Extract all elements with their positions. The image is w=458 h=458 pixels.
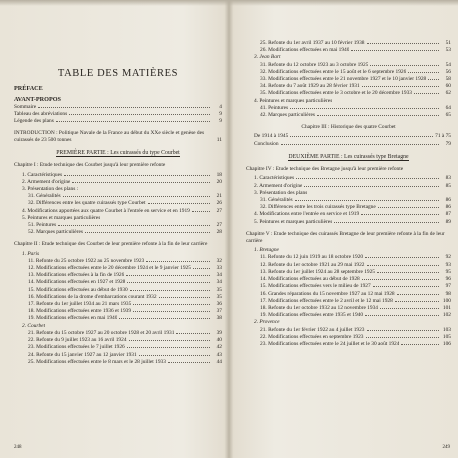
toc-entry [246, 83, 451, 90]
toc-entry [246, 262, 451, 269]
toc-entry-page: 105 [442, 333, 451, 340]
toc-entry [14, 104, 222, 111]
toc-entry-page: 9 [219, 118, 222, 125]
dot-leader [408, 72, 439, 73]
toc-entry-page: 101 [442, 304, 451, 311]
toc-entry-title: 3. Présentation des plans : [22, 186, 79, 193]
toc-entry-page: 71 à 75 [435, 133, 451, 140]
left-column [14, 0, 222, 366]
toc-entry [246, 47, 451, 54]
toc-entry-page: 32 [216, 257, 222, 264]
dot-leader [370, 65, 439, 66]
toc-entry-page: 44 [216, 358, 222, 365]
toc-entry [14, 287, 222, 294]
dot-leader [148, 203, 210, 204]
intro-text: INTRODUCTION : Politique Navale de la France au début du XXe siècle et genèse des cuirassés de 23 500 tonnes [14, 129, 205, 143]
toc-entry [246, 219, 451, 226]
dot-leader [397, 294, 439, 295]
toc-entry-title: 51. Peintures [28, 222, 57, 229]
toc-entry [246, 291, 451, 298]
toc-entry-title: 5. Peintures et marques particulières [22, 214, 101, 221]
toc-entry-title: 18. Refonte du 1er octobre 1932 au 12 novembre 1934 [260, 304, 378, 311]
toc-entry [246, 133, 451, 140]
chapter-3-heading: Chapitre III : Historique des quatre Courbet [301, 124, 396, 131]
dot-leader [296, 178, 439, 179]
toc-entry-page: 27 [216, 207, 222, 214]
toc-entry-page: 39 [216, 329, 222, 336]
toc-entry-page: 26 [216, 200, 222, 207]
toc-entry [246, 98, 451, 105]
toc-entry [14, 193, 222, 200]
toc-entry [246, 175, 451, 182]
toc-entry-title: 12. Modifications effectuées entre le 20 décembre 1924 et le 9 janvier 1925 [28, 265, 191, 272]
toc-entry-page: 38 [216, 315, 222, 322]
toc-entry [14, 200, 222, 207]
toc-entry [14, 279, 222, 286]
toc-entry-title: Légende des plans [14, 118, 54, 125]
toc-entry-title: 1. Caractéristiques [254, 175, 295, 182]
toc-entry [246, 283, 451, 290]
toc-entry [14, 258, 222, 265]
dot-leader [133, 311, 210, 312]
toc-entry-page: 79 [445, 140, 451, 147]
toc-entry-title: De 1914 à 1945 [254, 133, 289, 140]
toc-entry-title: 32. Modifications effectuées entre le 15 août et le 6 septembre 1926 [260, 68, 407, 75]
dot-leader [127, 282, 210, 283]
dot-leader [304, 186, 439, 187]
toc-title: TABLE DES MATIÈRES [57, 68, 179, 79]
toc-entry [14, 111, 222, 118]
toc-entry-page: 60 [445, 83, 451, 90]
toc-entry-title: 35. Modifications effectuées entre le 3 octobre et le 20 décembre 1933 [260, 90, 412, 97]
toc-entry-title: 2. Courbet [22, 322, 46, 329]
toc-entry-page: 20 [216, 178, 222, 185]
dot-leader [367, 330, 440, 331]
chapter-2-heading: Chapitre II : Etude technique des Courbet de leur première refonte à la fin de leur carrière [14, 241, 208, 248]
toc-entry [14, 208, 222, 215]
toc-entry-title: Conclusion [254, 140, 279, 147]
toc-entry-title: 3. Jean Bart [254, 54, 281, 61]
toc-entry-title: 17. Modifications effectuées entre le 2 avril et le 12 mai 1928 [260, 297, 393, 304]
chapter-5-list [246, 247, 451, 348]
toc-entry-title: 16. Modifications de la drome d'embarcations courant 1932 [28, 293, 157, 300]
dot-leader [85, 232, 210, 233]
dot-leader [129, 340, 210, 341]
toc-entry-title: 19. Modifications effectuées en mai 1940 [28, 315, 118, 322]
dot-leader [159, 297, 210, 298]
toc-entry-title: 16. Grandes réparations du 15 novembre 1927 au 12 mai 1928 [260, 290, 395, 297]
toc-entry [246, 319, 451, 326]
toc-entry-title: 2. Armement d'origine [22, 178, 71, 185]
toc-entry-title: 23. Modifications effectuées entre le 24 juillet et le 30 août 1924 [260, 340, 400, 347]
dot-leader [139, 355, 210, 356]
dot-leader [63, 196, 210, 197]
dot-leader [119, 318, 210, 319]
dot-leader [362, 86, 439, 87]
toc-entry [246, 112, 451, 119]
dot-leader [38, 107, 210, 108]
toc-entry-title: 17. Refonte du 1er juillet 1934 au 21 mars 1935 [28, 301, 132, 308]
toc-entry-title: 26. Modifications effectuées en mai 1940 [260, 47, 350, 54]
toc-entry-page: 102 [442, 312, 451, 319]
chapter-1-heading: Chapitre I : Etude technique des Courbet jusqu'à leur première refonte [14, 162, 166, 169]
dot-leader [130, 290, 210, 291]
toc-entry-page: 65 [445, 112, 451, 119]
toc-entry-page: 56 [445, 68, 451, 75]
toc-entry-title: 25. Refonte du 1er avril 1937 au 10 février 1938 [260, 40, 365, 46]
toc-entry-title: 12. Refonte du 1er octobre 1921 au 29 mai 1922 [260, 261, 365, 268]
part-two-heading [246, 154, 451, 161]
dot-leader [367, 265, 440, 266]
dot-leader [414, 93, 439, 94]
toc-entry-page: 64 [445, 104, 451, 111]
toc-entry-page: 35 [216, 286, 222, 293]
dot-leader [72, 182, 210, 183]
dot-leader [193, 268, 210, 269]
toc-entry-title: 13. Modifications effectuées à la fin de 1926 [28, 272, 125, 279]
toc-entry-page: 97 [445, 283, 451, 290]
toc-entry [246, 334, 451, 341]
toc-entry-page: 87 [445, 211, 451, 218]
toc-entry-title: 18. Modifications effectuées entre 1936 et 1939 [28, 308, 132, 315]
toc-entry-title: 52. Marques particulières [28, 229, 83, 236]
chapter-1-list [14, 172, 222, 237]
toc-entry-title: 25. Modifications effectuées entre le 8 mars et le 28 juillet 1933 [28, 358, 166, 365]
toc-entry [14, 118, 222, 125]
avant-propos-list [14, 104, 222, 126]
dot-leader [366, 337, 440, 338]
dot-leader [56, 121, 210, 122]
intro-page: 11 [216, 136, 222, 143]
left-page-number: 248 [14, 445, 22, 450]
part-one-heading [14, 150, 222, 157]
dot-leader [64, 175, 210, 176]
toc-entry-page: 62 [445, 90, 451, 97]
dot-leader [365, 315, 439, 316]
toc-entry [246, 247, 451, 254]
toc-entry [246, 69, 451, 76]
right-page-number: 249 [442, 445, 450, 450]
dot-leader [361, 214, 439, 215]
chapter-3-list [246, 133, 451, 147]
avant-propos-heading: AVANT-PROPOS [14, 96, 61, 103]
dot-leader [146, 261, 210, 262]
toc-entry [14, 294, 222, 301]
dot-leader [58, 225, 210, 226]
toc-entry-page: 89 [445, 218, 451, 225]
toc-entry-title: 23. Modifications effectuées le 7 juillet 1926 [28, 344, 125, 351]
dot-leader [362, 279, 439, 280]
toc-entry-page: 21 [216, 193, 222, 200]
toc-entry-page: 58 [445, 76, 451, 83]
toc-entry-title: 15. Modifications effectuées au début de 1930 [28, 286, 128, 293]
chapter-5-heading: Chapitre V : Etude technique des cuirassés Bretagne de leur première refonte à la fin de leur carrière [246, 230, 445, 245]
toc-entry-title: 33. Modifications effectuées entre le 21 novembre 1927 et le 10 janvier 1928 [260, 76, 427, 83]
toc-entry-page: 33 [216, 265, 222, 272]
toc-entry [14, 359, 222, 366]
toc-entry [246, 327, 451, 334]
toc-entry [14, 352, 222, 359]
toc-entry-title: Tableau des abréviations [14, 111, 68, 118]
toc-entry-page: 100 [442, 297, 451, 304]
toc-entry-title: 32. Différences entre les trois cuirassés type Bretagne [260, 204, 376, 211]
toc-entry [246, 211, 451, 218]
toc-entry [246, 204, 451, 211]
toc-entry [246, 62, 451, 69]
toc-entry-title: 19. Modifications effectuées entre 1935 et 1940 [260, 312, 364, 319]
dot-leader [133, 304, 210, 305]
toc-entry-title: 42. Marques particulières [260, 112, 315, 119]
toc-entry [246, 105, 451, 112]
toc-entry [14, 179, 222, 186]
toc-entry-page: 83 [445, 175, 451, 182]
dot-leader [334, 222, 439, 223]
toc-entry-title: 3. Présentation des plans [254, 189, 308, 196]
dot-leader [378, 207, 439, 208]
toc-entry [14, 308, 222, 315]
toc-entry [246, 40, 451, 47]
toc-entry-page: 103 [442, 326, 451, 333]
toc-entry [14, 215, 222, 222]
toc-entry-page: 4 [219, 104, 222, 110]
toc-entry [14, 251, 222, 258]
toc-entry [14, 337, 222, 344]
toc-entry-page: 86 [445, 204, 451, 211]
chapter-2-list [14, 251, 222, 366]
toc-entry [246, 341, 451, 348]
toc-entry-page: 28 [216, 229, 222, 236]
toc-entry-title: 31. Généralités [260, 197, 293, 204]
toc-entry-page: 53 [445, 47, 451, 54]
toc-entry [14, 272, 222, 279]
toc-entry-page: 34 [216, 272, 222, 279]
toc-entry-title: 22. Modifications effectuées en septembre 1923 [260, 333, 364, 340]
dot-leader [127, 347, 210, 348]
toc-entry [246, 312, 451, 319]
toc-entry [246, 190, 451, 197]
toc-entry [246, 183, 451, 190]
toc-entry [246, 298, 451, 305]
dot-leader [395, 301, 439, 302]
toc-entry [14, 229, 222, 236]
toc-entry-title: 2. Armement d'origine [254, 182, 303, 189]
toc-entry [14, 323, 222, 330]
right-page [230, 0, 458, 458]
toc-entry [14, 315, 222, 322]
toc-entry-title: 31. Refonte du 12 octobre 1923 au 3 octobre 1925 [260, 61, 369, 68]
toc-entry-title: 32. Différences entre les quatre cuirassés type Courbet [28, 200, 146, 207]
chapter-4-heading: Chapitre IV : Etude technique des Bretagne jusqu'à leur première refonte [246, 166, 404, 173]
toc-entry [14, 301, 222, 308]
left-page [0, 0, 228, 458]
toc-entry-title: 4. Modifications apportées aux quatre Courbet à l'entrée en service et en 1919 [22, 207, 190, 214]
right-column [246, 40, 451, 348]
toc-entry-page: 43 [216, 351, 222, 358]
toc-entry-title: 4. Peintures et marques particulières [254, 97, 333, 104]
toc-entry-title: Sommaire [14, 104, 37, 110]
toc-entry-page: 51 [445, 40, 451, 46]
toc-entry-title: 34. Refonte du 7 août 1929 au 28 février 1931 [260, 83, 360, 90]
toc-entry-title: 11. Refonte du 12 juin 1919 au 18 octobre 1920 [260, 254, 364, 261]
toc-entry [14, 222, 222, 229]
toc-entry [246, 254, 451, 261]
toc-entry-page: 85 [445, 182, 451, 189]
toc-entry [246, 76, 451, 83]
toc-entry-page: 92 [445, 254, 451, 261]
toc-entry-title: 22. Refonte du 9 juillet 1923 au 16 avril 1924 [28, 337, 127, 344]
dot-leader [69, 114, 210, 115]
toc-entry-title: 4. Modifications entre l'entrée en service et 1919 [254, 211, 360, 218]
dot-leader [126, 275, 210, 276]
toc-entry [246, 141, 451, 148]
toc-entry [14, 186, 222, 193]
toc-entry-title: 21. Refonte du 15 octobre 1927 au 20 octobre 1928 et 20 avril 1931 [28, 329, 175, 336]
toc-entry-title: 5. Peintures et marques particulières [254, 218, 333, 225]
toc-entry-page: 37 [216, 308, 222, 315]
dot-leader [365, 257, 439, 258]
dot-leader [377, 272, 439, 273]
toc-entry [246, 90, 451, 97]
dot-leader [290, 108, 439, 109]
toc-entry-page: 54 [445, 61, 451, 68]
continued-list [246, 40, 451, 119]
dot-leader [373, 286, 439, 287]
intro-entry [14, 130, 222, 144]
toc-entry-title: 15. Modifications effectuées vers le milieu de 1927 [260, 283, 371, 290]
dot-leader [317, 115, 439, 116]
toc-entry-title: 41. Peintures [260, 104, 289, 111]
dot-leader [295, 200, 439, 201]
dot-leader [401, 344, 439, 345]
toc-entry [246, 269, 451, 276]
toc-entry-title: 13. Refonte du 1er juillet 1924 au 28 septembre 1925 [260, 268, 375, 275]
preface-heading: PRÉFACE [14, 85, 43, 92]
toc-entry-title: 1. Paris [22, 250, 40, 257]
toc-entry-page: 40 [216, 337, 222, 344]
toc-entry-page: 96 [445, 276, 451, 283]
part-one-text: PREMIÈRE PARTIE : Les cuirassés du type Courbet [56, 150, 180, 157]
toc-entry-page: 42 [216, 344, 222, 351]
toc-entry-page: 106 [442, 340, 451, 347]
toc-entry-title: 24. Refonte du 15 janvier 1927 au 12 janvier 1931 [28, 351, 137, 358]
toc-entry-title: 2. Provence [254, 319, 280, 326]
toc-entry-title: 11. Refonte du 25 octobre 1922 au 25 novembre 1923 [28, 257, 145, 264]
dot-leader [176, 333, 210, 334]
toc-entry-page: 95 [445, 268, 451, 275]
dot-leader [367, 43, 440, 44]
dot-leader [351, 50, 439, 51]
toc-entry-title: 1. Caractéristiques [22, 171, 63, 178]
toc-entry-title: 14. Modifications effectuées en 1927 et 1928 [28, 279, 126, 286]
toc-entry-title: 14. Modifications effectuées au début de 1928 [260, 276, 360, 283]
chapter-4-list [246, 175, 451, 225]
toc-entry-title: 31. Généralités [28, 193, 61, 200]
toc-entry-title: 1. Bretagne [254, 247, 279, 254]
toc-entry [246, 276, 451, 283]
toc-entry [246, 54, 451, 61]
dot-leader [290, 136, 433, 137]
toc-entry [14, 344, 222, 351]
toc-entry [14, 330, 222, 337]
toc-entry-title: 21. Refonte du 1er février 1922 au 4 juillet 1923 [260, 326, 365, 333]
toc-entry-page: 36 [216, 301, 222, 308]
toc-entry-page: 35 [216, 293, 222, 300]
toc-entry-page: 27 [216, 222, 222, 229]
part-two-text: DEUXIÈME PARTIE : Les cuirassés type Bretagne [288, 153, 409, 160]
toc-entry-page: 18 [216, 171, 222, 178]
dot-leader [380, 308, 439, 309]
dot-leader [168, 362, 210, 363]
dot-leader [281, 144, 439, 145]
toc-entry-page: 98 [445, 290, 451, 297]
toc-entry [246, 197, 451, 204]
toc-entry [14, 265, 222, 272]
toc-entry-page: 93 [445, 261, 451, 268]
toc-entry [14, 172, 222, 179]
toc-entry-page: 34 [216, 279, 222, 286]
toc-entry [246, 305, 451, 312]
toc-entry-page: 86 [445, 197, 451, 204]
dot-leader [428, 79, 439, 80]
dot-leader [192, 211, 210, 212]
toc-entry-page: 9 [219, 111, 222, 118]
